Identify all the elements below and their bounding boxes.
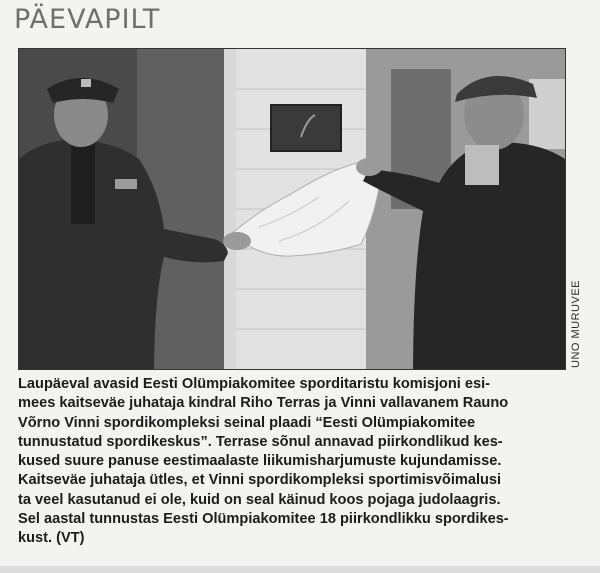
caption-line: Sel aastal tunnustas Eesti Olümpiakomitee 18 piirkondlikku spordikes- bbox=[18, 511, 509, 528]
photo-credit: UNO MURUVEE bbox=[570, 279, 582, 368]
bottom-divider bbox=[0, 566, 600, 573]
caption-line: mees kaitseväe juhataja kindral Riho Terras ja Vinni vallavanem Rauno bbox=[18, 395, 509, 412]
caption-line: tunnustatud spordikeskus”. Terrase sõnul annavad piirkondlikud kes- bbox=[18, 433, 503, 450]
photo-illustration bbox=[19, 49, 565, 369]
caption-line: kused suure panuse eestimaalaste liikumisharjumuste kujundamisse. bbox=[18, 453, 502, 470]
caption-line: kust. (VT) bbox=[18, 530, 85, 547]
news-photo bbox=[18, 48, 566, 370]
section-heading: PÄEVAPILT bbox=[14, 4, 161, 35]
caption-line: Laupäeval avasid Eesti Olümpiakomitee sporditaristu komisjoni esi- bbox=[18, 376, 491, 392]
caption-line: Võrno Vinni spordikompleksi seinal plaadi “Eesti Olümpiakomitee bbox=[18, 414, 476, 431]
door-frame bbox=[224, 49, 236, 369]
photo-caption bbox=[18, 375, 566, 549]
plaque bbox=[271, 105, 341, 151]
caption-line: ta veel kasutanud ei ole, kuid on seal käinud koos pojaga judolaagris. bbox=[18, 491, 501, 508]
caption-line: Kaitseväe juhataja ütles, et Vinni spordikompleksi sportimisvõimalusi bbox=[18, 472, 502, 489]
